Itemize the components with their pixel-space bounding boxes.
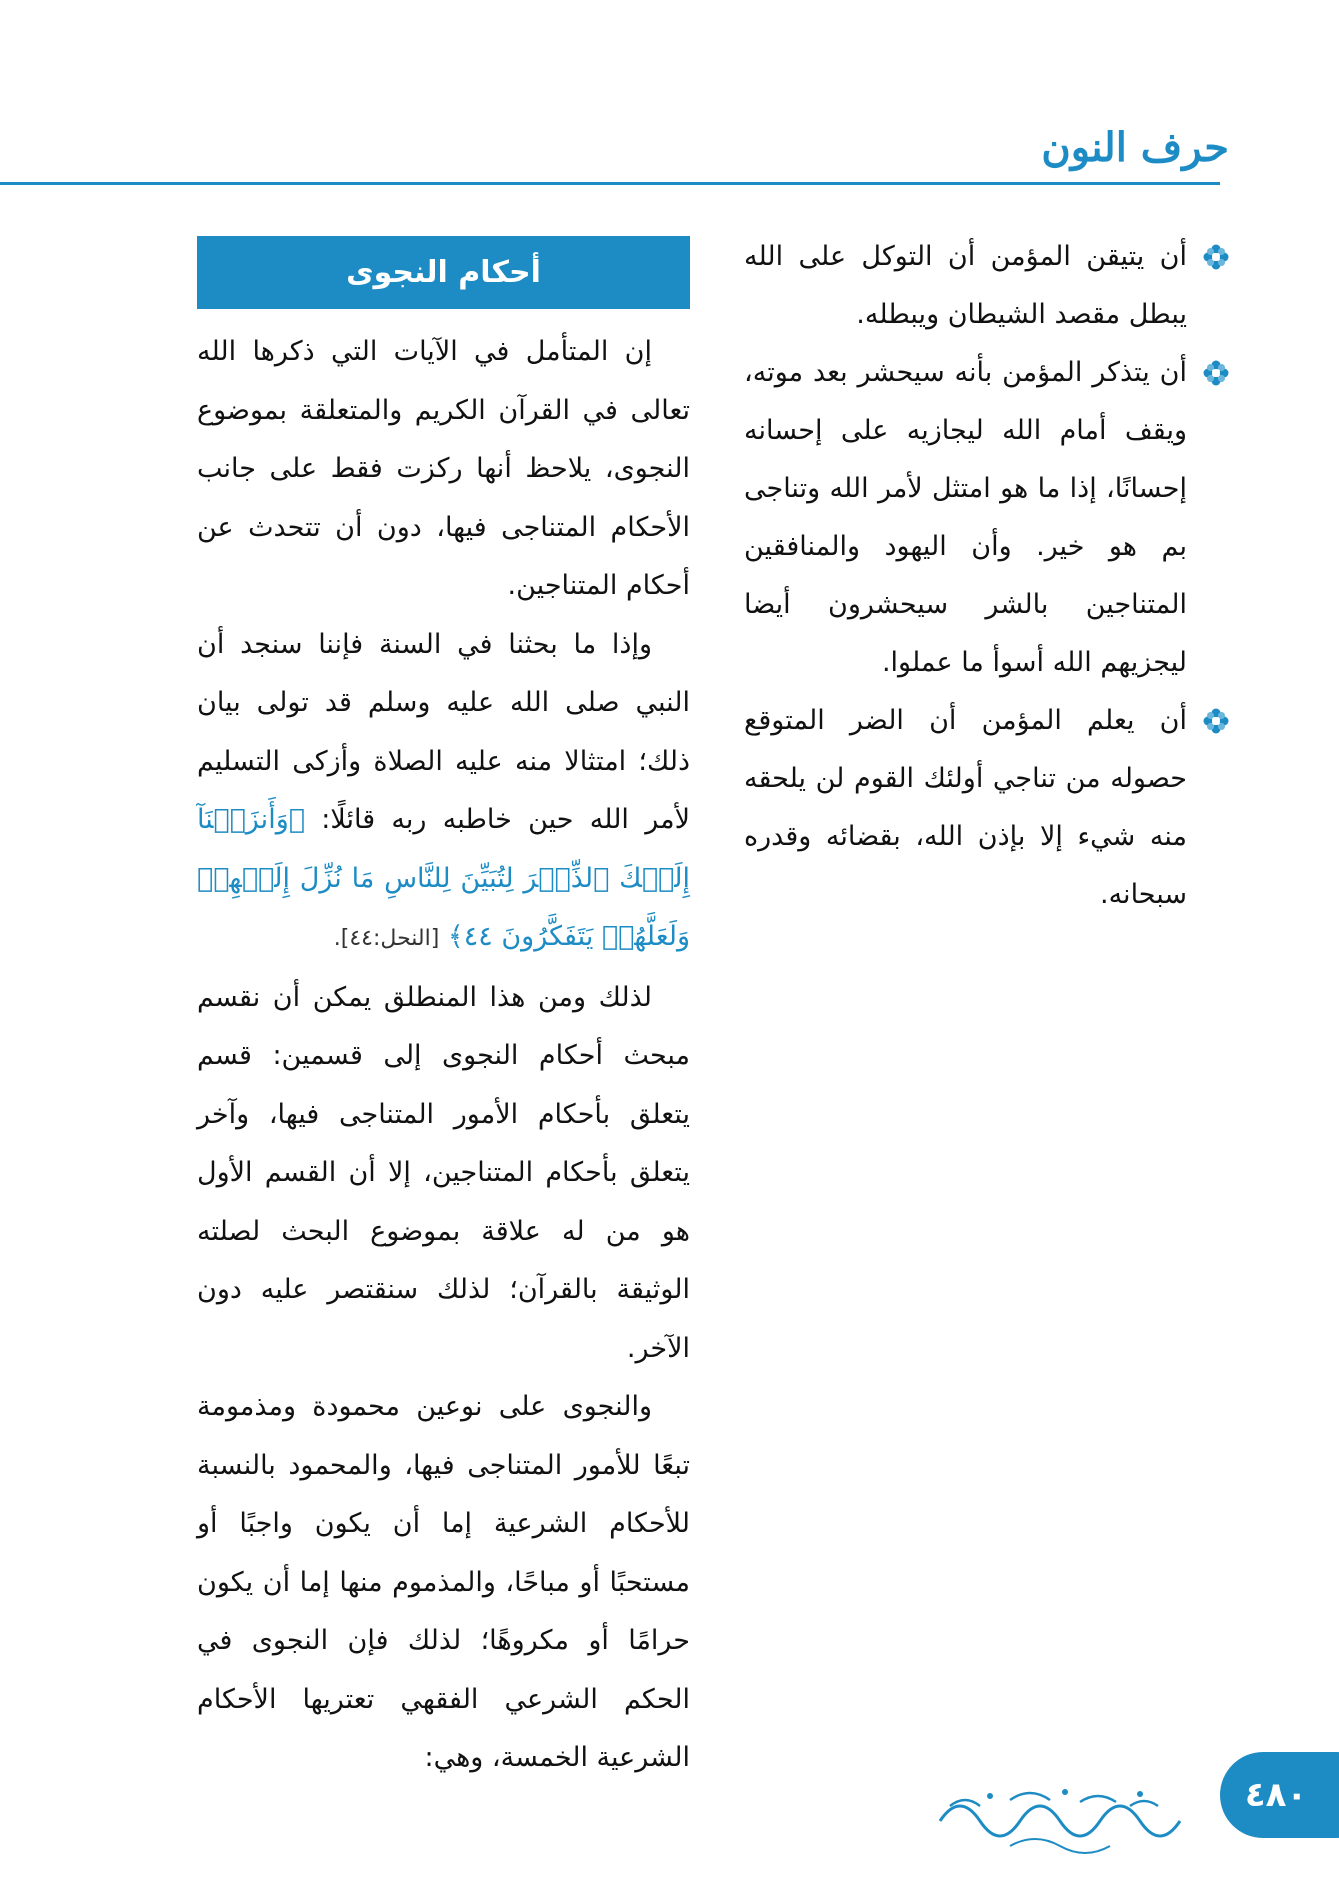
list-item — [744, 228, 1229, 344]
list-item — [744, 344, 1229, 692]
flower-bullet-icon — [1203, 360, 1229, 386]
flower-bullet-icon — [1203, 708, 1229, 734]
bullet-text: أن يتذكر المؤمن بأنه سيحشر بعد موته، ويقف أمام الله ليجازيه على إحسانه إحسانًا، إذا ما هو امتثل لأمر الله وتناجى بم هو خير. وأن اليهود والمنافقين المتناجين بالشر سيحشرون أيضا ليجزيهم الله أسوأ ما عملوا. — [744, 357, 1187, 678]
paragraph: لذلك ومن هذا المنطلق يمكن أن نقسم مبحث أحكام النجوى إلى قسمين: قسم يتعلق بأحكام الأمور المتناجى فيها، وآخر يتعلق بأحكام المتناجين، إلا أن القسم الأول هو من له علاقة بموضوع البحث لصلته الوثيقة بالقرآن؛ لذلك سنقتصر عليه دون الآخر. — [197, 981, 690, 1364]
paragraph: إن المتأمل في الآيات التي ذكرها الله تعالى في القرآن الكريم والمتعلقة بموضوع النجوى، يلاحظ أنها ركزت فقط على جانب الأحكام المتناجى فيها، دون أن تتحدث عن أحكام المتناجين. — [197, 336, 690, 601]
bullet-list — [744, 228, 1229, 924]
page-number: ٤٨٠ — [1244, 1775, 1308, 1815]
header-rule — [0, 182, 1220, 185]
verse-reference: [النحل:٤٤]. — [333, 926, 440, 951]
paragraph: والنجوى على نوعين محمودة ومذمومة تبعًا للأمور المتناجى فيها، والمحمود بالنسبة للأحكام الشرعية إما أن يكون واجبًا أو مستحبًا أو مباحًا، والمذموم منها إما أن يكون حرامًا أو مكروهًا؛ لذلك فإن النجوى في الحكم الشرعي الفقهي تعتريها الأحكام الشرعية الخمسة، وهي: — [197, 1391, 690, 1773]
section-title: أحكام النجوى — [197, 236, 690, 309]
bullet-text: أن يعلم المؤمن أن الضر المتوقع حصوله من تناجي أولئك القوم لن يلحقه منه شيء إلا بإذن الله، بقضائه وقدره سبحانه. — [744, 705, 1187, 910]
main-column — [197, 236, 690, 1788]
chapter-title: حرف النون — [1041, 124, 1229, 171]
encyclopedia-logo — [930, 1776, 1190, 1866]
quran-verse: ﴿وَأَنزَلۡنَآ إِلَيۡكَ ٱلذِّكۡرَ لِتُبَيِّنَ لِلنَّاسِ مَا نُزِّلَ إِلَيۡهِمۡ وَلَعَلَّهُمۡ يَتَفَكَّرُونَ ٤٤﴾ — [197, 804, 690, 952]
flower-bullet-icon — [1203, 244, 1229, 270]
bullet-text: أن يتيقن المؤمن أن التوكل على الله يبطل مقصد الشيطان ويبطله. — [744, 241, 1187, 330]
paragraph-with-verse — [197, 616, 690, 969]
list-item — [744, 692, 1229, 924]
paragraph-text: وإذا ما بحثنا في السنة فإننا سنجد أن النبي صلى الله عليه وسلم قد تولى بيان ذلك؛ امتثالا منه عليه الصلاة وأزكى التسليم لأمر الله حين خاطبه ربه قائلًا: — [197, 628, 690, 835]
